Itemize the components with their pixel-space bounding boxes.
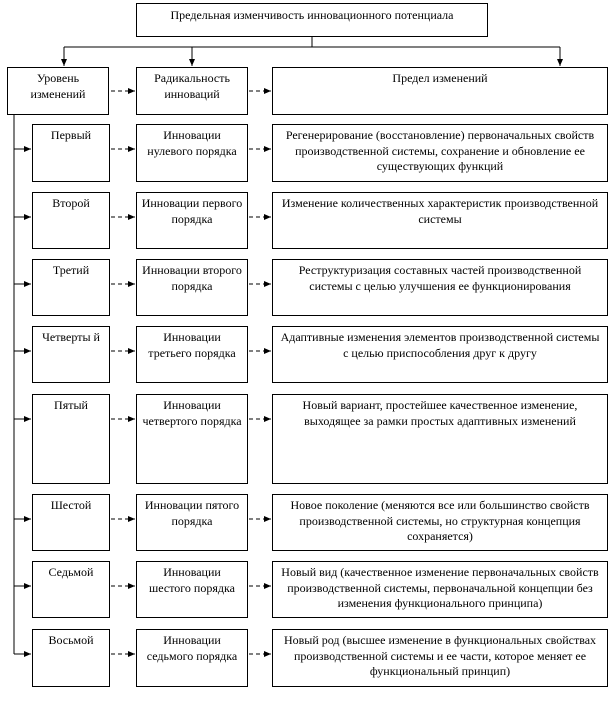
- level-box-1: [32, 124, 110, 182]
- limit-box-3: [272, 259, 608, 316]
- header-level-text: Уровень изменений: [30, 71, 86, 101]
- header-radical-text: Радикальность инноваций: [154, 71, 230, 101]
- limit-box-1-text: Регенерирование (восстановление) первоначальных свойств производственной системы, сохранение и обновление ее существующих функций: [285, 128, 595, 173]
- innovation-box-3-text: Инновации второго порядка: [142, 263, 242, 293]
- header-limit-box: [272, 67, 608, 115]
- innovation-box-3: [136, 259, 248, 316]
- header-radical-box: [136, 67, 248, 115]
- limit-box-8-text: Новый род (высшее изменение в функциональных свойствах производственной системы и ее части, которое меняет ее функциональный принцип): [283, 633, 597, 678]
- innovation-box-1-text: Инновации нулевого порядка: [147, 128, 237, 158]
- level-box-1-text: Первый: [50, 128, 92, 142]
- innovation-box-1: [136, 124, 248, 182]
- innovation-box-4-text: Инновации третьего порядка: [148, 330, 236, 360]
- level-box-6: [32, 494, 110, 551]
- limit-box-4-text: Адаптивные изменения элементов производственной системы с целью приспособления друг к другу: [280, 330, 600, 360]
- limit-box-1: [272, 124, 608, 182]
- header-limit-text: Предел изменений: [392, 71, 488, 85]
- header-level-box: [7, 67, 109, 115]
- innovation-box-4: [136, 326, 248, 383]
- level-box-2: [32, 192, 110, 249]
- innovation-box-6-text: Инновации пятого порядка: [144, 498, 240, 528]
- level-box-4-text: Четверты й: [42, 330, 100, 344]
- limit-box-2: [272, 192, 608, 249]
- level-box-5-text: Пятый: [54, 398, 88, 412]
- innovation-box-5: [136, 394, 248, 484]
- level-box-6-text: Шестой: [50, 498, 92, 512]
- level-box-3-text: Третий: [52, 263, 90, 277]
- innovation-box-7: [136, 561, 248, 618]
- level-box-3: [32, 259, 110, 316]
- limit-box-8: [272, 629, 608, 687]
- title-text: Предельная изменчивость инновационного потенциала: [170, 8, 454, 22]
- limit-box-3-text: Реструктуризация составных частей производственной системы с целью улучшения ее функционирования: [298, 263, 582, 293]
- level-box-7-text: Седьмой: [48, 565, 94, 579]
- level-box-8-text: Восьмой: [48, 633, 94, 647]
- innovation-box-2-text: Инновации первого порядка: [141, 196, 243, 226]
- level-box-7: [32, 561, 110, 618]
- innovation-box-6: [136, 494, 248, 551]
- innovation-box-7-text: Инновации шестого порядка: [149, 565, 235, 595]
- title-box: [136, 3, 488, 37]
- innovation-box-8: [136, 629, 248, 687]
- limit-box-5: [272, 394, 608, 484]
- limit-box-7-text: Новый вид (качественное изменение первоначальных свойств производственной системы, первоначальной концепции без изменения функционального принципа): [281, 565, 599, 610]
- innovation-box-2: [136, 192, 248, 249]
- level-box-8: [32, 629, 110, 687]
- level-box-5: [32, 394, 110, 484]
- level-box-4: [32, 326, 110, 383]
- limit-box-6-text: Новое поколение (меняются все или большинство свойств производственной системы, но структурная концепция сохраняется): [290, 498, 590, 543]
- limit-box-6: [272, 494, 608, 551]
- limit-box-2-text: Изменение количественных характеристик производственной системы: [281, 196, 599, 226]
- limit-box-7: [272, 561, 608, 618]
- innovation-box-5-text: Инновации четвертого порядка: [142, 398, 242, 428]
- limit-box-4: [272, 326, 608, 383]
- limit-box-5-text: Новый вариант, простейшее качественное изменение, выходящее за рамки простых адаптивных изменений: [302, 398, 578, 428]
- level-box-2-text: Второй: [52, 196, 90, 210]
- innovation-box-8-text: Инновации седьмого порядка: [146, 633, 238, 663]
